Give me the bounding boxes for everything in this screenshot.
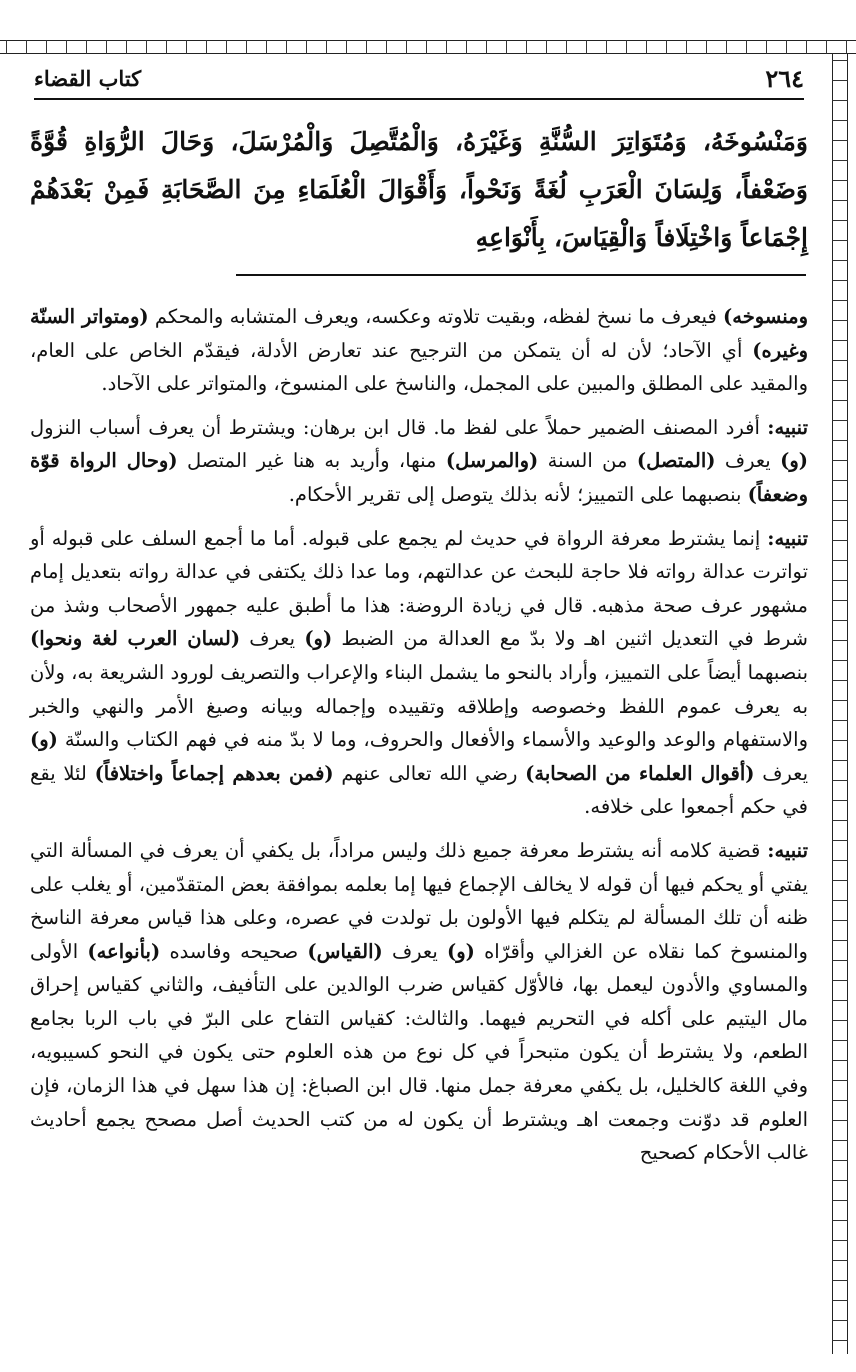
running-title: كتاب القضاء	[34, 66, 142, 91]
commentary	[30, 300, 808, 1180]
page-header	[34, 64, 804, 100]
page-number: ٢٦٤	[765, 64, 804, 93]
decorative-border-top	[0, 40, 856, 54]
commentary-paragraph: تنبيه: قضية كلامه أنه يشترط معرفة جميع ذلك وليس مراداً، بل يكفي أن يعرف في المسألة التي يفتي أو يحكم فيها أن قوله لا يخالف الإجماع فيها إما بعلمه بموافقة بعض المتقدّمين، أو يغلب على ظنه أن تلك المسألة لم يتكلم فيها الأولون بل تولدت في عصره، وعلى هذا قياس معرفة الناسخ والمنسوخ كما نقلاه عن الغزالي وأقرّاه (و) يعرف (القياس) صحيحه وفاسده (بأنواعه) الأولى والمساوي والأدون ليعمل بها، فالأوّل كقياس ضرب الوالدين على التأفيف، والثاني كقياس إحراق مال اليتيم على أكله في التحريم فيهما. والثالث: كقياس التفاح على البرّ في باب الربا بجامع الطعم، ولا يشترط أن يكون متبحراً في كل نوع من هذه العلوم حتى يكون في النحو كسيبويه، وفي اللغة كالخليل، بل يكفي معرفة جمل منها. قال ابن الصباغ: إن هذا سهل في هذا الزمان، فإن العلوم قد دوّنت وجمعت اهـ ويشترط أن يكون له من كتب الحديث أصل مصحح يجمع أحاديث غالب الأحكام كصحيح	[30, 838, 809, 1165]
commentary-paragraph: ومنسوخه) فيعرف ما نسخ لفظه، وبقيت تلاوته وعكسه، ويعرف المتشابه والمحكم (ومتواتر السنّة وغيره) أي الآحاد؛ لأن له أن يتمكن من الترجيح عند تعارض الأدلة، فيقدّم الخاص على العام، والمقيد على المطلق والمبين على المجمل، والناسخ على المنسوخ، والمتواتر على الآحاد.	[30, 305, 808, 396]
commentary-paragraph: تنبيه: أفرد المصنف الضمير حملاً على لفظ ما. قال ابن برهان: ويشترط أن يعرف أسباب النزول (و) يعرف (المتصل) من السنة (والمرسل) منها، وأريد به هنا غير المتصل (وحال الرواة قوّة وضعفاً) بنصبهما على التمييز؛ لأنه بذلك يتوصل إلى تقرير الأحكام.	[30, 415, 808, 506]
main-text: وَمَنْسُوخَهُ، وَمُتَوَاتِرَ السُّنَّةِ وَغَيْرَهُ، وَالْمُتَّصِلَ وَالْمُرْسَلَ، وَحَالَ الرُّوَاةِ قُوَّةً وَضَعْفاً، وَلِسَانَ الْعَرَبِ لُغَةً وَنَحْواً، وَأَقْوَالَ الْعُلَمَاءِ مِنَ الصَّحَابَةِ فَمِنْ بَعْدَهُمْ إِجْمَاعاً وَاخْتِلَافاً وَالْقِيَاسَ، بِأَنْوَاعِهِ	[30, 127, 808, 252]
decorative-border-right	[832, 54, 848, 1354]
separator-rule	[236, 274, 806, 276]
commentary-paragraph: تنبيه: إنما يشترط معرفة الرواة في حديث لم يجمع على قبوله. أما ما أجمع السلف على قبوله أو تواترت عدالة رواته فلا حاجة للبحث عن عدالتهم، وما عدا ذلك يكتفى في عدالة رواته بتعديل إمام مشهور عرف صحة مذهبه. قال في زيادة الروضة: هذا ما أطبق عليه جمهور الأصحاب وشذ من شرط في التعديل اثنين اهـ ولا بدّ مع العدالة من الضبط (و) يعرف (لسان العرب لغة ونحوا) بنصبهما أيضاً على التمييز، وأراد بالنحو ما يشمل البناء والإعراب والتصريف لورود الشريعة به، ولأن به يعرف عموم اللفظ وخصوصه وإطلاقه وتقييده وإجماله وبيانه وصيغ الأمر والنهي والخبر والاستفهام والوعد والوعيد والأسماء والأفعال والحروف، وما لا بدّ منه في فهم الكتاب والسنّة (و) يعرف (أقوال العلماء من الصحابة) رضي الله تعالى عنهم (فمن بعدهم إجماعاً واختلافاً) لئلا يقع في حكم أجمعوا على خلافه.	[30, 526, 809, 819]
